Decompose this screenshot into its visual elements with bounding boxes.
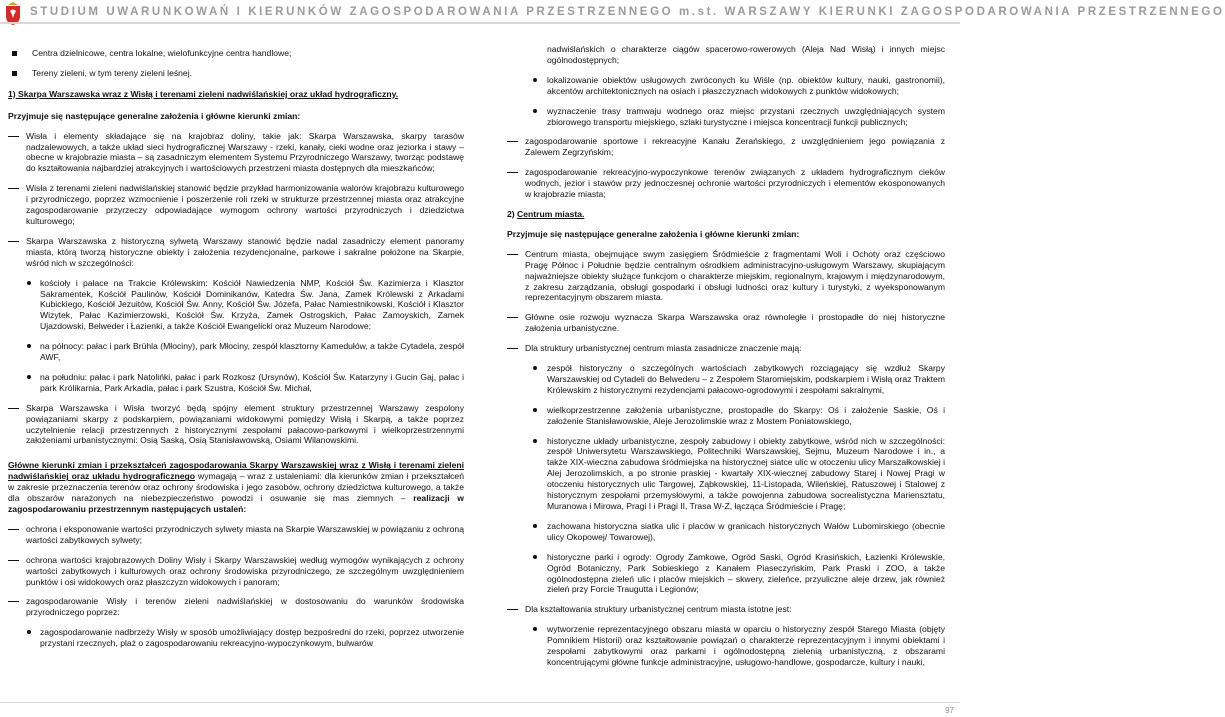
dash-item: ochrona i eksponowanie wartości przyrodniczych sylwety miasta na Skarpie Warszawskiej w powiązaniu z ochroną wartości zabytkowych sylwety; <box>8 524 464 546</box>
dash-item: Dla struktury urbanistycznej centrum miasta zasadnicze znaczenie mają: <box>507 343 945 354</box>
dot-item: na północy: pałac i park Brühla (Młociny), park Młociny, zespół klasztorny Kamedułów, a także Cytadela, zespół AWF, <box>8 341 464 363</box>
section-heading <box>507 209 945 220</box>
dot-item: zachowana historyczna siatka ulic i placów w granicach historycznych Wałów Lubomirskiego (obecnie ulicy Okopowej/ Towarowej), <box>507 521 945 543</box>
dot-item: zagospodarowanie nadbrzeży Wisły w sposób umożliwiający dostęp bezpośredni do rzeki, poprzez utworzenie przystani rzecznych, plaż o zagospodarowaniu rekreacyjno-wypoczynkowym, bulwarów <box>8 627 464 649</box>
dot-item: wielkoprzestrzenne założenia urbanistyczne, prostopadłe do Skarpy: Oś i założenie Saskie, Oś i założenie Stanisławowskie, Aleje Jerozolimskie wraz z Mostem Poniatowskiego, <box>507 405 945 427</box>
dot-item: zespół historyczny o szczególnych wartościach zabytkowych rozciągający się wzdłuż Skarpy Warszawskiej od Cytadeli do Belwederu – z Zespołem Staromiejskim, podskarpiem i Wisłą oraz Traktem Królewskim z historycznymi rezydencjami pałacowo-ogrodowymi i zespołami sakralnymi, <box>507 363 945 396</box>
goals-title: Główne kierunki zmian i przekształceń zagospodarowania Skarpy Warszawskiej wraz z Wisłą i terenami zieleni nadwiślańskiej oraz układu hydrograficznego <box>8 460 464 482</box>
dot-item: kościoły i pałace na Trakcie Królewskim: Kościół Nawiedzenia NMP, Kościół Św. Kazimierza i Klasztor Sakramentek, Kościół Paulinów, Kościół Dominikanów, Katedra Św. Jana, Zamek Królewski z Arkadami Kubickiego, Kościół Jezuitów, Kościół Św. Anny, Kościół Św. Józefa, Pałac Namiestnikowski, Kościół i Klasztor Wizytek, Pałac Kazimierzowski, Kościół Św. Krzyża, Zamek Ostrogskich, Pałac Zamoyskich, Zamek Ujazdowski, Belweder i Łazienki, a także Kościół Ewangelicki oraz Muzeum Narodowe; <box>8 278 464 333</box>
list-item: Centra dzielnicowe, centra lokalne, wielofunkcyjne centra handlowe; <box>8 48 464 59</box>
dash-item: Wisła i elementy składające się na krajobraz doliny, takie jak: Skarpa Warszawska, skarpy tarasów nadzalewowych, a także układ sieci hydrograficznej Warszawy - rzeki, kanały, cieki wodne oraz jeziorka i stawy – obecne w krajobrazie miasta – są zasadniczym elementem Systemu Przyrodniczego Warszawy, tworząc podstawę do kształtowania najbardziej atrakcyjnych i wartościowych przestrzeni miasta dostępnych dla mieszkańców; <box>8 131 464 175</box>
dash-item: Skarpa Warszawska i Wisła tworzyć będą spójny element struktury przestrzennej Warszawy zespolony powiązaniami skarpy z podskarpiem, powiązaniami widokowymi pomiędzy Wisłą i Skarpą, a także poprzez uczytelnienie relacji przestrzennych z historycznymi zespołami pałacowo-parkowymi i wielkoprzestrzennymi założeniami urbanistycznymi: Osią Saską, Osią Stanisławowską, Osiami Wilanowskimi. <box>8 403 464 447</box>
dash-item: Wisła z terenami zieleni nadwiślańskiej stanowić będzie przykład harmonizowania walorów krajobrazu kulturowego i przyrodniczego, poprzez wzmocnienie i poszerzenie roli rzeki w strukturze przestrzennej miasta oraz atrakcyjne zagospodarowanie przyrzeczy odpowiadające wymogom ochrony wartości przyrodniczych i dziedzictwa kulturowego; <box>8 183 464 227</box>
dash-item: Główne osie rozwoju wyznacza Skarpa Warszawska oraz równoległe i prostopadłe do niej historyczne założenia urbanistyczne. <box>507 312 945 334</box>
page-header <box>0 0 1225 30</box>
goals-text: wymagają – wraz z ustaleniami: dla kierunków zmian i przekształceń w zakresie przeznaczenia terenów oraz ochrony środowiska i jego zasobów, ochrony dziedzictwa kulturowego, a także dla obszarów narażonych na niebezpieczeństwo powodzi i osuwanie się mas ziemnych – <box>8 471 464 504</box>
goals-emphasis: realizacji w zagospodarowaniu przestrzennym następujących ustaleń: <box>8 493 464 514</box>
section-title: Centrum miasta. <box>517 208 585 219</box>
dot-item: lokalizowanie obiektów usługowych zwróconych ku Wiśle (np. obiektów kultury, nauki, gastronomii), akcentów architektonicznych na osiach i płaszczyznach widokowych z punktów widokowych; <box>507 75 945 97</box>
list-item: Tereny zieleni, w tym tereny zieleni leśnej. <box>8 68 464 79</box>
dash-item: Dla kształtowania struktury urbanistycznej centrum miasta istotne jest: <box>507 604 945 615</box>
intro-heading: Przyjmuje się następujące generalne założenia i główne kierunki zmian: <box>8 110 301 121</box>
dot-item: historyczne parki i ogrody: Ogrody Zamkowe, Ogród Saski, Ogród Krasińskich, Łazienki Królewskie, Ogród Botaniczny, Park Sobieskiego z Kanałem Piaseczyńskim, Park Praski i ZOO, a także ogólnodostępna zieleń ulic i placów miejskich – skwery, zieleńce, przyuliczne aleje drzew, jak również zieleń przy Forcie Traugutta i Legionów; <box>507 552 945 596</box>
footer-rule <box>0 702 960 703</box>
dot-item: na południu: pałac i park Natolińki, pałac i park Rozkosz (Ursynów), Kościół Św. Katarzyny i Gucin Gaj, pałac i park Królikarnia, Park Arkadia, pałac i park Szustra, Kościół Św. Michał, <box>8 372 464 394</box>
dash-item: zagospodarowanie Wisły i terenów zieleni nadwiślańskiej w dostosowaniu do warunków środowiska przyrodniczego poprzez: <box>8 596 464 618</box>
section-number: 2) <box>507 208 515 219</box>
page-number: 97 <box>945 706 954 715</box>
continued-text: nadwiślańskich o charakterze ciągów spacerowo-rowerowych (Aleja Nad Wisłą) i innych miejsc ogólnodostępnych; <box>547 44 945 65</box>
intro-heading: Przyjmuje się następujące generalne założenia i główne kierunki zmian: <box>507 228 800 239</box>
dot-item: historyczne układy urbanistyczne, zespoły zabudowy i obiekty zabytkowe, wśród nich w szczególności: zespół Uniwersytetu Warszawskiego, Politechniki Warszawskiej, Sejmu, Muzeum Narodowe i in., a także XIX-wieczna zabudowa śródmiejska na historycznej siatce ulic w otoczeniu ulicy Marszałkowskiej i Alej Jerozolimskich, a po stronie praskiej - kwartały XIX-wiecznej zabudowy Starej i Nowej Pragi w otoczeniu historycznych ulic Targowej, Ząbkowskiej, 11-Listopada, Wileńskiej, Ratuszowej i Stalowej z historycznym zespołami przemysłowymi, a także powojenna zabudowa socrealistyczna Mariensztatu, Muranowa i Mirowa, Pragi I i Pragi II, Trasa W-Z, łącząca Śródmieście i Pragę; <box>507 436 945 512</box>
document-header-title: STUDIUM UWARUNKOWAŃ I KIERUNKÓW ZAGOSPODAROWANIA PRZESTRZENNEGO m.st. WARSZAWY KIERUNKI ZAGOSPODAROWANIA PRZESTRZENNEGO <box>30 6 1225 18</box>
dash-item: zagospodarowanie rekreacyjno-wypoczynkowe terenów związanych z układem hydrograficznym cieków wodnych, jezior i stawów przy jednoczesnej ochronie wartości przyrodniczych i elementów ekosponowanych w krajobrazie miasta; <box>507 167 945 200</box>
dash-item: ochrona wartości krajobrazowych Doliny Wisły i Skarpy Warszawskiej według wymogów wynikających z ochrony wartości zabytkowych i kulturowych oraz ochrony środowiska przyrodniczego, ze szczególnym uwzględnieniem punktów i osi widokowych oraz płaszczyzn widokowych i panoram; <box>8 555 464 588</box>
dot-item: wytworzenie reprezentacyjnego obszaru miasta w oparciu o historyczny zespół Starego Miasta (objęty Pomnikiem Historii) oraz kształtowanie powiązań o charakterze reprezentacyjnym i innymi obiektami i zespołami zabytkowymi oraz parkami i ogólnodostępną zielenią urbanistyczną, z obszarami koncentrującymi główne funkcje administracyjne, usługowo-handlowe, gospodarcze, kultury i nauki, <box>507 624 945 668</box>
left-column <box>8 48 464 649</box>
section-heading: 1) Skarpa Warszawska wraz z Wisłą i terenami zieleni nadwiślańskiej oraz układ hydrograficzny. <box>8 88 399 99</box>
dash-item: Skarpa Warszawska z historyczną sylwetą Warszawy stanowić będzie nadal zasadniczy element panoramy miasta, którą tworzą historyczne obiekty i założenia rezydencjonalne, parkowe i sakralne położone na Skarpie, wśród nich w szczególności: <box>8 236 464 269</box>
right-column <box>507 44 945 668</box>
dash-item: zagospodarowanie sportowe i rekreacyjne Kanału Żerańskiego, z uwzględnieniem jego powiązania z Zalewem Zegrzyńskim; <box>507 136 945 158</box>
goals-paragraph <box>8 460 464 515</box>
dot-item: wyznaczenie trasy tramwaju wodnego oraz miejsc przystani rzecznych uwzględniających system zbiorowego transportu miejskiego, szlaki turystyczne i miejsca koncentracji funkcji publicznych; <box>507 106 945 128</box>
dash-item: Centrum miasta, obejmujące swym zasięgiem Śródmieście z fragmentami Woli i Ochoty oraz częściowo Pragę Północ i Południe będzie centralnym ośrodkiem administracyjno-usługowym Warszawy, skupiającym najważniejsze obiekty służące funkcjom o charakterze miejskim, regionalnym, krajowym i międzynarodowym, z zakresu zarządzania, obsługi gospodarki i obsługi ludności oraz kultury i turystyki, z wyeksponowanym reprezentacyjnym obszarem miasta. <box>507 249 945 304</box>
header-rule <box>0 22 960 24</box>
